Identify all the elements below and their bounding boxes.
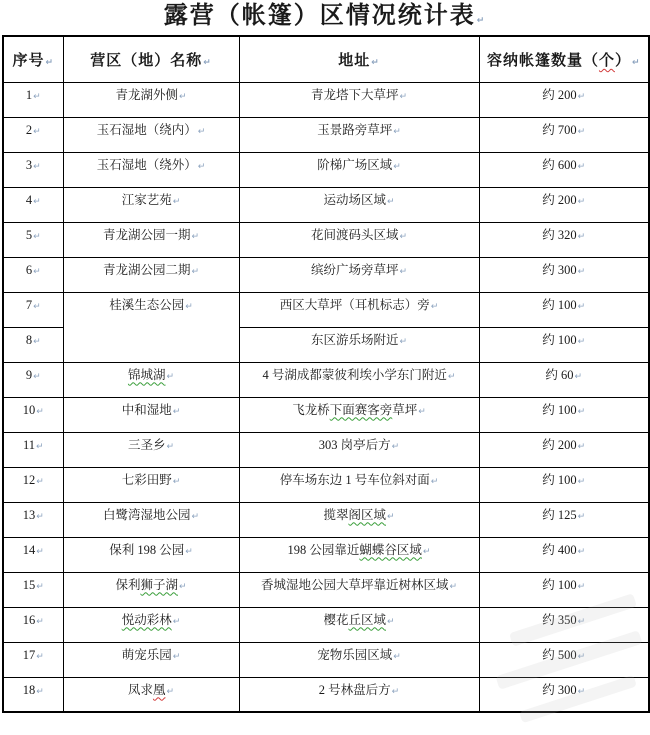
camp-name-cell: 青龙湖外侧↵: [63, 82, 239, 117]
paragraph-mark-icon: ↵: [166, 441, 175, 452]
table-row: [3, 187, 649, 222]
paragraph-mark-icon: ↵: [577, 581, 586, 592]
address-cell: 揽翠阁区域↵: [239, 502, 479, 537]
serial-cell: 2↵: [3, 117, 63, 152]
paragraph-mark-icon: ↵: [577, 616, 586, 627]
address-cell: 4 号湖成都蒙彼利埃小学东门附近↵: [239, 362, 479, 397]
tent-count-cell: 约 300↵: [479, 677, 649, 712]
paragraph-mark-icon: ↵: [197, 126, 206, 137]
camp-name-cell: 锦城湖↵: [63, 362, 239, 397]
serial-cell: 1↵: [3, 82, 63, 117]
paragraph-mark-icon: ↵: [386, 511, 395, 522]
tent-count-cell: 约 200↵: [479, 82, 649, 117]
paragraph-mark-icon: ↵: [577, 91, 586, 102]
table-row: [3, 397, 649, 432]
paragraph-mark-icon: ↵: [449, 581, 458, 592]
paragraph-mark-icon: ↵: [185, 546, 193, 557]
paragraph-mark-icon: ↵: [399, 336, 408, 347]
serial-cell: 5↵: [3, 222, 63, 257]
paragraph-mark-icon: ↵: [33, 266, 41, 277]
table-row: [3, 432, 649, 467]
camp-name-cell: 保利狮子湖↵: [63, 572, 239, 607]
paragraph-mark-icon: ↵: [577, 441, 586, 452]
paragraph-mark-icon: ↵: [191, 266, 200, 277]
table-row: [3, 502, 649, 537]
address-cell: 樱花丘区域↵: [239, 607, 479, 642]
serial-cell: 9↵: [3, 362, 63, 397]
paragraph-mark-icon: ↵: [36, 616, 44, 627]
address-cell: 停车场东边 1 号车位斜对面↵: [239, 467, 479, 502]
camp-name-cell: 萌宠乐园↵: [63, 642, 239, 677]
address-cell: 玉景路旁草坪↵: [239, 117, 479, 152]
paragraph-mark-icon: ↵: [172, 476, 181, 487]
paragraph-mark-icon: ↵: [185, 301, 193, 312]
paragraph-mark-icon: ↵: [36, 651, 44, 662]
address-cell: 303 岗亭后方↵: [239, 432, 479, 467]
paragraph-mark-icon: ↵: [33, 91, 41, 102]
camp-name-cell: 三圣乡↵: [63, 432, 239, 467]
tent-count-cell: 约 200↵: [479, 187, 649, 222]
paragraph-mark-icon: ↵: [33, 196, 41, 207]
paragraph-mark-icon: ↵: [430, 301, 439, 312]
address-cell: 花间渡码头区域↵: [239, 222, 479, 257]
serial-cell: 14↵: [3, 537, 63, 572]
paragraph-mark-icon: ↵: [178, 581, 187, 592]
camp-name-cell: 青龙湖公园二期↵: [63, 257, 239, 292]
table-row: [3, 642, 649, 677]
camp-name-cell: 七彩田野↵: [63, 467, 239, 502]
camp-name-cell: 桂溪生态公园↵: [63, 292, 239, 362]
address-cell: 东区游乐场附近↵: [239, 327, 479, 362]
paragraph-mark-icon: ↵: [191, 511, 200, 522]
table-row: [3, 117, 649, 152]
table-row: [3, 467, 649, 502]
paragraph-mark-icon: ↵: [577, 126, 586, 137]
address-cell: 宠物乐园区域↵: [239, 642, 479, 677]
tent-count-cell: 约 100↵: [479, 292, 649, 327]
address-cell: 2 号林盘后方↵: [239, 677, 479, 712]
paragraph-mark-icon: ↵: [33, 231, 41, 242]
serial-cell: 10↵: [3, 397, 63, 432]
tent-count-cell: 约 500↵: [479, 642, 649, 677]
tent-count-cell: 约 300↵: [479, 257, 649, 292]
address-cell: 运动场区域↵: [239, 187, 479, 222]
table-row: [3, 152, 649, 187]
paragraph-mark-icon: ↵: [447, 371, 456, 382]
paragraph-mark-icon: ↵: [36, 441, 44, 452]
tent-count-cell: 约 700↵: [479, 117, 649, 152]
paragraph-mark-icon: ↵: [166, 686, 175, 697]
table-row: [3, 677, 649, 712]
paragraph-mark-icon: ↵: [203, 57, 212, 68]
tent-count-cell: 约 60↵: [479, 362, 649, 397]
paragraph-mark-icon: ↵: [418, 406, 426, 417]
paragraph-mark-icon: ↵: [172, 196, 181, 207]
serial-cell: 18↵: [3, 677, 63, 712]
paragraph-mark-icon: ↵: [391, 441, 400, 452]
address-cell: 阶梯广场区域↵: [239, 152, 479, 187]
serial-cell: 11↵: [3, 432, 63, 467]
paragraph-mark-icon: ↵: [391, 686, 400, 697]
paragraph-mark-icon: ↵: [393, 161, 401, 172]
table-row: [3, 607, 649, 642]
tent-count-cell: 约 600↵: [479, 152, 649, 187]
tent-count-cell: 约 100↵: [479, 397, 649, 432]
tent-count-cell: 约 125↵: [479, 502, 649, 537]
table-row: [3, 537, 649, 572]
page-title-text: 露营（帐篷）区情况统计表: [163, 3, 476, 29]
serial-cell: 7↵: [3, 292, 63, 327]
serial-cell: 13↵: [3, 502, 63, 537]
paragraph-mark-icon: ↵: [166, 371, 175, 382]
paragraph-mark-icon: ↵: [172, 616, 181, 627]
paragraph-mark-icon: ↵: [33, 126, 41, 137]
paragraph-mark-icon: ↵: [386, 196, 395, 207]
serial-cell: 4↵: [3, 187, 63, 222]
table-body: [3, 82, 649, 712]
camping-stats-table: [2, 35, 650, 713]
paragraph-mark-icon: ↵: [577, 511, 586, 522]
address-cell: 198 公园靠近蝴蝶谷区域↵: [239, 537, 479, 572]
tent-count-cell: 约 200↵: [479, 432, 649, 467]
camp-name-cell: 玉石湿地（绕外）↵: [63, 152, 239, 187]
serial-cell: 3↵: [3, 152, 63, 187]
paragraph-mark-icon: ↵: [36, 546, 44, 557]
paragraph-mark-icon: ↵: [422, 546, 431, 557]
paragraph-mark-icon: ↵: [191, 231, 200, 242]
tent-count-cell: 约 350↵: [479, 607, 649, 642]
serial-cell: 8↵: [3, 327, 63, 362]
paragraph-mark-icon: ↵: [197, 161, 206, 172]
address-cell: 西区大草坪（耳机标志）旁↵: [239, 292, 479, 327]
camp-name-cell: 中和湿地↵: [63, 397, 239, 432]
camp-name-cell: 玉石湿地（绕内）↵: [63, 117, 239, 152]
paragraph-mark-icon: ↵: [36, 581, 44, 592]
camp-name-cell: 保利 198 公园↵: [63, 537, 239, 572]
page-title: [0, 0, 650, 34]
tent-count-cell: 约 100↵: [479, 572, 649, 607]
paragraph-mark-icon: ↵: [172, 651, 181, 662]
paragraph-mark-icon: ↵: [476, 16, 487, 26]
serial-cell: 15↵: [3, 572, 63, 607]
camp-name-cell: 江家艺苑↵: [63, 187, 239, 222]
paragraph-mark-icon: ↵: [178, 91, 187, 102]
header-row: [3, 36, 649, 82]
paragraph-mark-icon: ↵: [399, 266, 408, 277]
address-cell: 香城湿地公园大草坪靠近树林区域↵: [239, 572, 479, 607]
paragraph-mark-icon: ↵: [399, 91, 408, 102]
paragraph-mark-icon: ↵: [36, 406, 44, 417]
paragraph-mark-icon: ↵: [33, 336, 41, 347]
paragraph-mark-icon: ↵: [36, 476, 44, 487]
paragraph-mark-icon: ↵: [577, 651, 586, 662]
tent-count-cell: 约 320↵: [479, 222, 649, 257]
paragraph-mark-icon: ↵: [577, 266, 586, 277]
paragraph-mark-icon: ↵: [33, 161, 41, 172]
paragraph-mark-icon: ↵: [172, 406, 181, 417]
camp-name-cell: 悦动彩林↵: [63, 607, 239, 642]
paragraph-mark-icon: ↵: [577, 196, 586, 207]
header-cell: 地址↵: [239, 36, 479, 82]
serial-cell: 12↵: [3, 467, 63, 502]
paragraph-mark-icon: ↵: [393, 126, 401, 137]
address-cell: 青龙塔下大草坪↵: [239, 82, 479, 117]
camp-name-cell: 青龙湖公园一期↵: [63, 222, 239, 257]
paragraph-mark-icon: ↵: [33, 301, 41, 312]
header-cell: 序号↵: [3, 36, 63, 82]
tent-count-cell: 约 100↵: [479, 467, 649, 502]
paragraph-mark-icon: ↵: [577, 231, 586, 242]
table-row: [3, 362, 649, 397]
paragraph-mark-icon: ↵: [577, 301, 586, 312]
paragraph-mark-icon: ↵: [577, 406, 586, 417]
paragraph-mark-icon: ↵: [574, 371, 583, 382]
table-row: [3, 572, 649, 607]
paragraph-mark-icon: ↵: [393, 651, 401, 662]
address-cell: 飞龙桥下面赛客旁草坪↵: [239, 397, 479, 432]
paragraph-mark-icon: ↵: [632, 57, 641, 68]
table-row: [3, 222, 649, 257]
header-cell: 容纳帐篷数量（个）↵: [479, 36, 649, 82]
paragraph-mark-icon: ↵: [577, 546, 586, 557]
address-cell: 缤纷广场旁草坪↵: [239, 257, 479, 292]
paragraph-mark-icon: ↵: [577, 161, 586, 172]
paragraph-mark-icon: ↵: [33, 371, 41, 382]
paragraph-mark-icon: ↵: [36, 686, 44, 697]
paragraph-mark-icon: ↵: [371, 57, 380, 68]
table-row: [3, 257, 649, 292]
serial-cell: 6↵: [3, 257, 63, 292]
header-cell: 营区（地）名称↵: [63, 36, 239, 82]
paragraph-mark-icon: ↵: [577, 476, 586, 487]
paragraph-mark-icon: ↵: [430, 476, 439, 487]
table-row: [3, 292, 649, 327]
paragraph-mark-icon: ↵: [36, 511, 44, 522]
paragraph-mark-icon: ↵: [577, 686, 586, 697]
camp-name-cell: 白鹭湾湿地公园↵: [63, 502, 239, 537]
paragraph-mark-icon: ↵: [45, 57, 55, 68]
paragraph-mark-icon: ↵: [399, 231, 408, 242]
paragraph-mark-icon: ↵: [577, 336, 586, 347]
serial-cell: 17↵: [3, 642, 63, 677]
serial-cell: 16↵: [3, 607, 63, 642]
paragraph-mark-icon: ↵: [386, 616, 395, 627]
camp-name-cell: 凤求凰↵: [63, 677, 239, 712]
tent-count-cell: 约 400↵: [479, 537, 649, 572]
tent-count-cell: 约 100↵: [479, 327, 649, 362]
table-row: [3, 82, 649, 117]
